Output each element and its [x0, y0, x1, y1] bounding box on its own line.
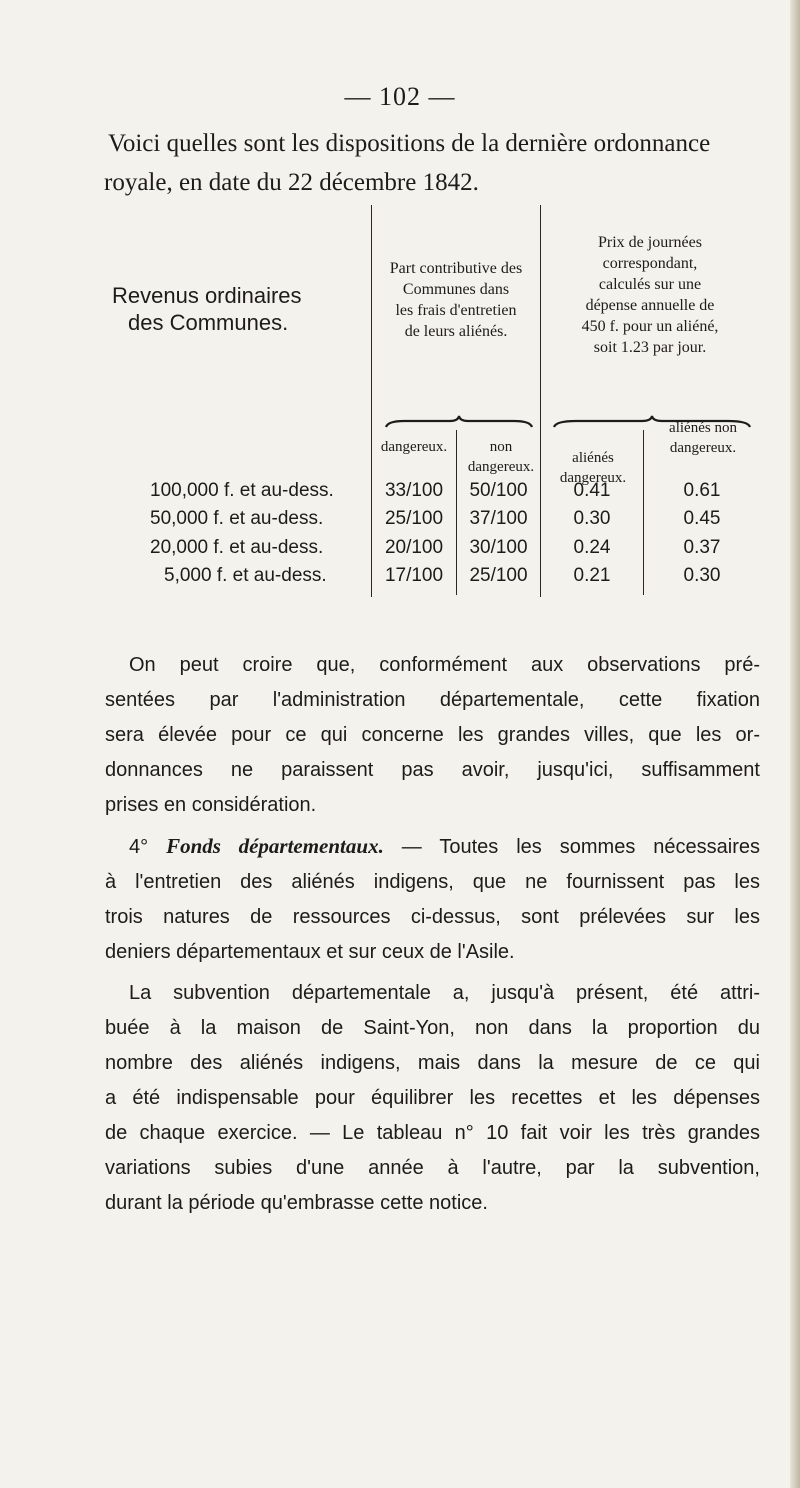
cell-part-non-dangereux: 37/100	[469, 508, 528, 529]
text-line: deniers départementaux et sur ceux de l'Asile.	[105, 941, 515, 963]
header-revenues-line: Revenus ordinaires	[112, 283, 302, 308]
text-line: a été indispensable pour équilibrer les recettes et les dépenses	[105, 1087, 760, 1109]
header-prix-line: calculés sur une	[598, 276, 702, 293]
row-label: 5,000 f. et au-dess.	[164, 565, 327, 586]
paragraph-3	[105, 976, 760, 1221]
header-prix-line: correspondant,	[602, 255, 698, 272]
page-number: — 102 —	[344, 82, 456, 111]
header-prix-journees	[544, 232, 756, 358]
cell-prix-dangereux: 0.24	[573, 537, 611, 558]
cell-part-non-dangereux: 25/100	[469, 565, 528, 586]
cell-part-dangereux: 33/100	[384, 480, 444, 501]
ordinance-table	[0, 0, 800, 620]
text-line: trois natures de ressources ci-dessus, sont prélevées sur les	[105, 906, 760, 928]
header-prix-line: soit 1.23 par jour.	[593, 339, 707, 356]
header-part-line: Communes dans	[402, 281, 510, 298]
subheader-alienes-dangereux: aliénés dangereux.	[559, 450, 627, 486]
cell-part-non-dangereux: 30/100	[469, 537, 528, 558]
text-line: sentées par l'administration départementale, cette fixation	[105, 689, 760, 711]
section-title: Fonds départementaux.	[166, 834, 384, 858]
text-line: donnances ne paraissent pas avoir, jusqu'ici, suffisamment	[105, 759, 760, 781]
header-part-line: les frais d'entretien	[395, 302, 517, 319]
row-label: 20,000 f. et au-dess.	[150, 537, 324, 558]
header-revenues-line: des Communes.	[128, 310, 289, 335]
cell-prix-non-dangereux: 0.61	[683, 480, 721, 501]
cell-prix-non-dangereux: 0.30	[683, 565, 721, 586]
cell-part-non-dangereux: 50/100	[469, 480, 528, 501]
cell-prix-dangereux: 0.41	[573, 480, 611, 501]
text-line: de chaque exercice. — Le tableau n° 10 fait voir les très grandes	[105, 1122, 760, 1144]
cell-part-dangereux: 17/100	[384, 565, 444, 586]
text-fragment: — Toutes les sommes nécessaires	[383, 836, 760, 858]
text-line: durant la période qu'embrasse cette notice.	[105, 1192, 488, 1214]
header-part-line: de leurs aliénés.	[404, 323, 508, 340]
header-part-contributive	[376, 258, 536, 342]
text-line: sera élevée pour ce qui concerne les grandes villes, que les or-	[105, 724, 760, 746]
header-part-line: Part contributive des	[389, 260, 523, 277]
row-label: 50,000 f. et au-dess.	[150, 508, 324, 529]
cell-prix-dangereux: 0.21	[573, 565, 611, 586]
subheader-alienes-non-dangereux: aliénés non dangereux.	[669, 420, 737, 456]
cell-part-dangereux: 20/100	[384, 537, 444, 558]
text-line: variations subies d'une année à l'autre, par la subvention,	[105, 1157, 760, 1179]
subheader-non-dangereux: non dangereux.	[467, 439, 535, 475]
header-prix-line: 450 f. pour un aliéné,	[581, 318, 719, 335]
subheader-dangereux: dangereux.	[380, 439, 448, 455]
body-text	[105, 648, 760, 1227]
cell-prix-non-dangereux: 0.37	[683, 537, 721, 558]
section-number: 4°	[129, 836, 167, 858]
header-prix-line: dépense annuelle de	[585, 297, 715, 314]
paragraph-2	[105, 829, 760, 970]
cell-prix-non-dangereux: 0.45	[683, 508, 721, 529]
intro-line-2: royale, en date du 22 décembre 1842.	[104, 169, 479, 196]
text-line: La subvention départementale a, jusqu'à présent, été attri-	[129, 982, 760, 1004]
brace-part	[384, 415, 534, 429]
text-line: prises en considération.	[105, 794, 317, 816]
cell-prix-dangereux: 0.30	[573, 508, 611, 529]
header-prix-line: Prix de journées	[598, 234, 702, 251]
text-line: à l'entretien des aliénés indigens, que ne fournissent pas les	[105, 871, 760, 893]
cell-part-dangereux: 25/100	[384, 508, 444, 529]
intro-line-1: Voici quelles sont les dispositions de la dernière ordonnance	[108, 130, 711, 157]
text-line: On peut croire que, conformément aux observations pré-	[129, 654, 760, 676]
text-line: nombre des aliénés indigens, mais dans la mesure de ce qui	[105, 1052, 760, 1074]
text-line	[105, 829, 760, 865]
text-line: buée à la maison de Saint-Yon, non dans la proportion du	[105, 1017, 760, 1039]
header-revenues	[112, 282, 322, 336]
row-label: 100,000 f. et au-dess.	[150, 480, 334, 501]
paragraph-1	[105, 648, 760, 823]
